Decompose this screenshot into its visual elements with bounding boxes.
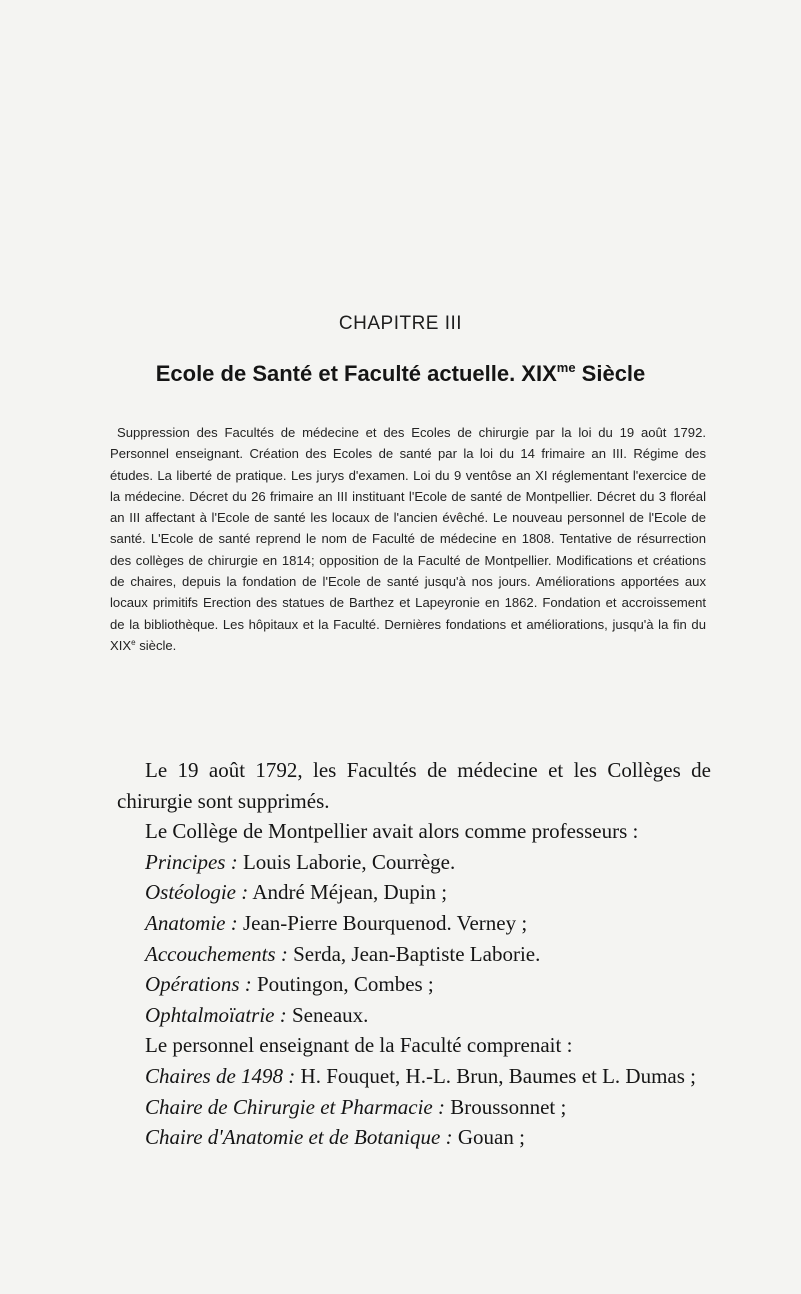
paragraph-text: Le Collège de Montpellier avait alors comme professeurs : bbox=[145, 819, 639, 844]
paragraph-label: Chaire d'Anatomie et de Botanique : bbox=[145, 1125, 453, 1150]
paragraph-text: Le personnel enseignant de la Faculté comprenait : bbox=[145, 1033, 573, 1058]
paragraph-text: André Méjean, Dupin ; bbox=[248, 880, 448, 905]
paragraph bbox=[117, 939, 711, 970]
summary-text: Suppression des Facultés de médecine et des Ecoles de chirurgie par la loi du 19 août 1792. Personnel enseignant. Création des Ecoles de santé par la loi du 14 frimaire an III. Régime des études. La liberté de pratique. Les jurys d'examen. Loi du 9 ventôse an XI réglementant l'exercice de la médecine. Décret du 26 frimaire an III instituant l'Ecole de santé de Montpellier. Décret du 3 floréal an III affectant à l'Ecole de santé les locaux de l'ancien évêché. Le nouveau personnel de l'Ecole de santé. L'Ecole de santé reprend le nom de Faculté de médecine en 1808. Tentative de résurrection des collèges de chirurgie en 1814; opposition de la Faculté de Montpellier. Modifications et créations de chaires, depuis la fondation de l'Ecole de santé jusqu'à nos jours. Améliorations apportées aux locaux primitifs Erection des statues de Barthez et Lapeyronie en 1862. Fondation et accroissement de la bibliothèque. Les hôpitaux et la Faculté. Dernières fondations et améliorations, jusqu'à la fin du XIX bbox=[110, 425, 706, 653]
paragraph-text: Louis Laborie, Courrège. bbox=[237, 849, 456, 874]
paragraph bbox=[117, 908, 711, 939]
summary-tail: siècle. bbox=[135, 637, 177, 653]
paragraph bbox=[117, 969, 711, 1000]
paragraph-label: Principes : bbox=[145, 849, 238, 874]
paragraph bbox=[117, 816, 711, 847]
chapter-summary bbox=[110, 422, 706, 656]
paragraph-text: Broussonnet ; bbox=[444, 1094, 567, 1119]
chapter-title-superscript: me bbox=[556, 360, 576, 375]
paragraph-label: Ostéologie : bbox=[145, 880, 249, 905]
paragraph bbox=[117, 755, 711, 816]
paragraph-text: Poutingon, Combes ; bbox=[251, 972, 434, 997]
paragraph-label: Chaire de Chirurgie et Pharmacie : bbox=[145, 1094, 445, 1119]
paragraph bbox=[117, 1092, 711, 1123]
chapter-title-main: Ecole de Santé et Faculté actuelle. XIX bbox=[155, 361, 557, 386]
chapter-heading: CHAPITRE III bbox=[338, 313, 463, 334]
paragraph-text: Gouan ; bbox=[452, 1125, 525, 1150]
paragraph-label: Opérations : bbox=[145, 972, 252, 997]
paragraph bbox=[117, 847, 711, 878]
paragraph-text: H. Fouquet, H.-L. Brun, Baumes et L. Dumas ; bbox=[295, 1063, 696, 1088]
paragraph-text: Jean-Pierre Bourquenod. Verney ; bbox=[237, 910, 528, 935]
paragraph-text: Le 19 août 1792, les Facultés de médecine et les Collèges de chirurgie sont supprimés. bbox=[117, 758, 711, 813]
paragraph-label: Anatomie : bbox=[145, 910, 238, 935]
body-text bbox=[117, 755, 711, 1153]
paragraph-label: Chaires de 1498 : bbox=[145, 1063, 296, 1088]
paragraph bbox=[117, 1122, 711, 1153]
paragraph-label: Accouchements : bbox=[145, 941, 288, 966]
paragraph bbox=[117, 1000, 711, 1031]
paragraph-text: Serda, Jean-Baptiste Laborie. bbox=[287, 941, 541, 966]
paragraph bbox=[117, 1061, 711, 1092]
chapter-title bbox=[0, 361, 801, 387]
summary-superscript: e bbox=[131, 637, 136, 647]
paragraph bbox=[117, 1030, 711, 1061]
paragraph-text: Seneaux. bbox=[286, 1002, 369, 1027]
chapter-title-tail: Siècle bbox=[575, 361, 646, 386]
paragraph bbox=[117, 877, 711, 908]
paragraph-label: Ophtalmoïatrie : bbox=[145, 1002, 287, 1027]
